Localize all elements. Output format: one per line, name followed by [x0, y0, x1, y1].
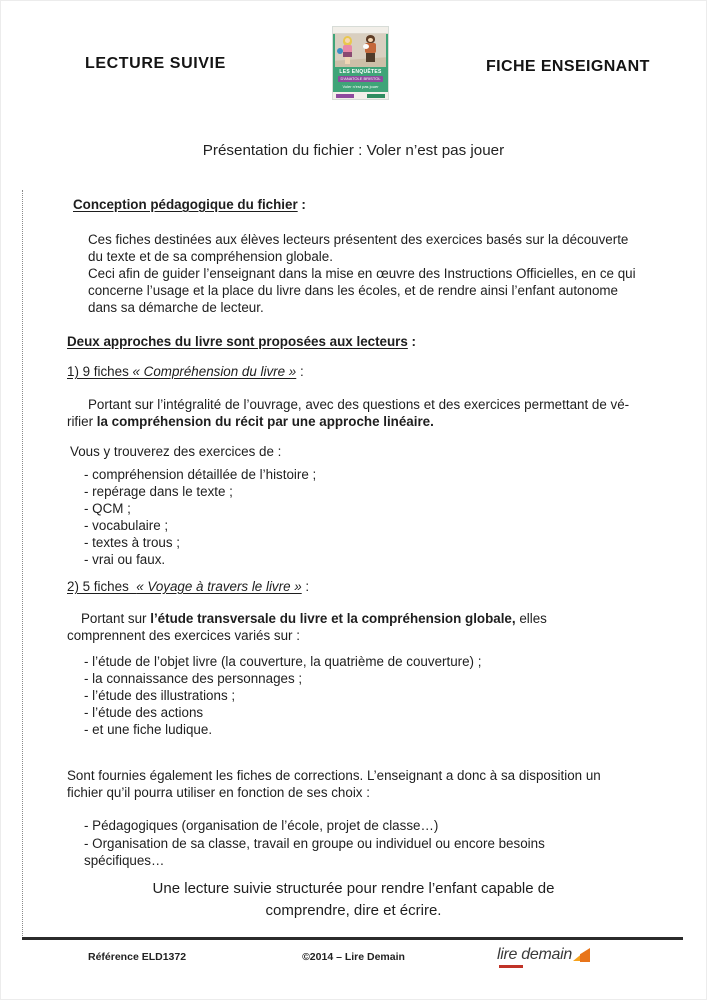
white-cat: [363, 44, 369, 49]
voyage-list: [84, 653, 481, 738]
exercise-list: [84, 466, 316, 568]
paragraph-line: du texte et de sa compréhension globale.: [88, 249, 333, 264]
book-cover-top-strip: [333, 27, 388, 34]
list-item: - l’étude de l’objet livre (la couverture, la quatrième de couverture) ;: [84, 654, 482, 669]
list-item: - Pédagogiques (organisation de l’école, projet de classe…): [84, 818, 439, 833]
footer-rule: [22, 937, 683, 940]
book-cover: [333, 27, 388, 99]
paragraph-corrections: [67, 767, 601, 801]
subsection-heading-voyage: 2) 5 fiches « Voyage à travers le livre » :: [67, 579, 310, 594]
list-item: - repérage dans le texte ;: [84, 484, 233, 499]
list-item: - vocabulaire ;: [84, 518, 169, 533]
cover-series-title: LES ENQUÊTES: [339, 69, 382, 75]
corrections-list: [84, 817, 545, 870]
paragraph-voyage: [67, 610, 547, 644]
lire-demain-logo-text: lire demain: [497, 946, 572, 963]
list-item: - vrai ou faux.: [84, 552, 166, 567]
logo-tagline: [499, 965, 523, 968]
lire-demain-logo-icon: [573, 948, 590, 962]
paragraph-line: fichier qu’il pourra utiliser en fonction de ses choix :: [67, 785, 370, 800]
left-margin-rule: [22, 190, 23, 938]
cover-book-title: Voler n'est pas jouer: [342, 84, 379, 89]
paragraph-line: comprennent des exercices variés sur :: [67, 628, 300, 643]
header-right-title: FICHE ENSEIGNANT: [486, 58, 650, 75]
paragraph-line: Portant sur l’intégralité de l’ouvrage, avec des questions et des exercices permettant de vé-: [88, 397, 630, 412]
list-item: - textes à trous ;: [84, 535, 181, 550]
list-item: - l’étude des actions: [84, 705, 204, 720]
list-item: - QCM ;: [84, 501, 131, 516]
list-item: - la connaissance des personnages ;: [84, 671, 303, 686]
paragraph-line: Ceci afin de guider l’enseignant dans la mise en œuvre des Instructions Officielles, en ce qui: [88, 266, 636, 281]
list-item: - l’étude des illustrations ;: [84, 688, 236, 703]
list-item: - Organisation de sa classe, travail en groupe ou individuel ou encore besoins: [84, 835, 545, 851]
paragraph-line: concerne l’usage et la place du livre dans les écoles, et de rendre ainsi l’enfant autonome: [88, 283, 619, 298]
closing-line: Une lecture suivie structurée pour rendre l’enfant capable de: [152, 880, 555, 897]
section-heading-approaches: Deux approches du livre sont proposées aux lecteurs :: [67, 334, 417, 349]
paragraph-conception: [88, 231, 636, 316]
list-item: spécifiques…: [84, 853, 165, 868]
cover-series-subtitle-banner: D'ANATOLE BRISTOL: [338, 76, 383, 82]
paragraph-comprehension: [67, 396, 629, 430]
section-heading-conception: Conception pédagogique du fichier :: [73, 197, 306, 212]
paragraph-line: Sont fournies également les fiches de corrections. L’enseignant a donc à sa disposition un: [67, 768, 601, 783]
cover-purple-block: [336, 94, 354, 98]
paragraph-line: Portant sur l’étude transversale du livre et la compréhension globale, elles: [81, 611, 547, 626]
cover-green-block: [367, 94, 385, 98]
girl-face: [345, 38, 350, 43]
paragraph-line: dans sa démarche de lecteur.: [88, 300, 264, 315]
subsection-heading-comprehension: 1) 9 fiches « Compréhension du livre » :: [67, 364, 304, 379]
list-intro-exercises: Vous y trouverez des exercices de :: [70, 444, 282, 459]
closing-line: comprendre, dire et écrire.: [265, 901, 442, 919]
book-cover-illustration: [335, 34, 386, 67]
boy-face: [368, 38, 373, 42]
document-title: Présentation du fichier : Voler n’est pas jouer: [202, 142, 505, 159]
boy-pants: [366, 53, 375, 62]
paragraph-line: rifier la compréhension du récit par une approche linéaire.: [67, 414, 434, 429]
illustration-path: [335, 57, 386, 67]
list-item: - compréhension détaillée de l’histoire ;: [84, 467, 317, 482]
footer-reference: Référence ELD1372: [88, 951, 187, 963]
paragraph-line: Ces fiches destinées aux élèves lecteurs présentent des exercices basés sur la découverte: [88, 232, 629, 247]
footer-copyright: ©2014 – Lire Demain: [302, 951, 405, 963]
girl-legs: [345, 57, 350, 64]
cover-bottom-strip: [333, 92, 388, 99]
list-item: - et une fiche ludique.: [84, 722, 213, 737]
closing-statement: [0, 878, 707, 921]
lire-demain-logo: [497, 946, 607, 974]
header-left-title: LECTURE SUIVIE: [85, 55, 226, 72]
